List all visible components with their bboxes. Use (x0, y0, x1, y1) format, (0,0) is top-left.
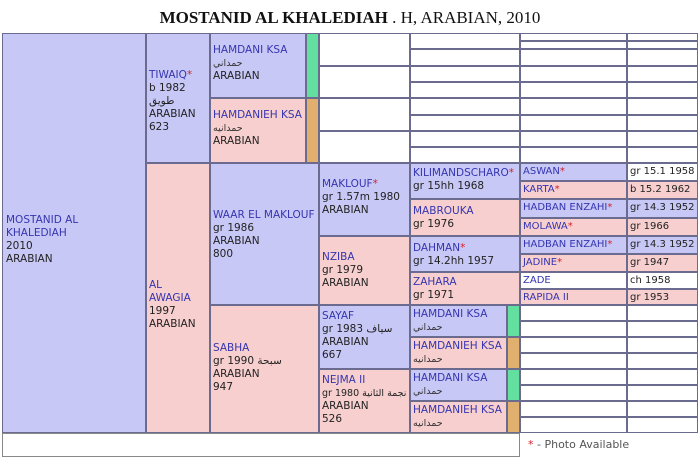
gen5-name-cell[interactable]: HADBAN ENZAHI* (520, 236, 627, 254)
empty-cell (627, 417, 698, 433)
empty-cell (410, 131, 520, 147)
empty-cell (627, 385, 698, 401)
sire-dam-arabic: حمدانيه (213, 123, 243, 134)
empty-cell (410, 98, 520, 115)
dam-sire-cell[interactable] (210, 163, 319, 305)
empty-cell (627, 66, 698, 82)
dam-cell[interactable] (146, 163, 210, 433)
sire-dam-breed: ARABIAN (213, 135, 260, 147)
subject-breed: ARABIAN (6, 253, 53, 265)
gen4-hamdanieh-cell[interactable] (410, 337, 507, 369)
empty-cell (627, 98, 698, 115)
gen4-mabrouka-cell[interactable] (410, 199, 520, 236)
orange-marker (507, 401, 520, 433)
gen3-sayaf-name[interactable]: SAYAF (322, 310, 355, 322)
gen4-kilimandscharo-cell[interactable] (410, 163, 520, 199)
sire-dam-name[interactable]: HAMDANIEH KSA (213, 109, 302, 121)
empty-cell (410, 66, 520, 82)
green-marker (306, 33, 319, 98)
gen4-name[interactable]: ZAHARA (413, 276, 457, 288)
gen3-breed: ARABIAN (322, 400, 369, 412)
empty-cell (627, 41, 698, 49)
gen5-name-cell[interactable]: RAPIDA II (520, 289, 627, 305)
gen3-breed: ARABIAN (322, 336, 369, 348)
gen3-nziba-name[interactable]: NZIBA (322, 251, 355, 263)
gen4-name[interactable]: MABROUKA (413, 205, 474, 217)
empty-cell (627, 115, 698, 131)
sire-dam-cell[interactable] (210, 98, 306, 163)
gen3-nziba-cell[interactable] (319, 236, 410, 305)
gen5-info-cell: gr 14.3 1952 (627, 199, 698, 218)
orange-marker (507, 337, 520, 369)
gen4-arabic: حمدانيه (413, 354, 443, 365)
empty-cell (520, 337, 627, 353)
gen4-hamdanieh-cell[interactable] (410, 401, 507, 433)
empty-cell (520, 417, 627, 433)
sire-cell[interactable] (146, 33, 210, 163)
dam-sire-breed: ARABIAN (213, 235, 260, 247)
green-marker (507, 305, 520, 337)
empty-cell (627, 401, 698, 417)
empty-cell (410, 147, 520, 163)
empty-cell (627, 82, 698, 98)
empty-cell (319, 98, 410, 131)
gen5-name-cell[interactable]: ASWAN* (520, 163, 627, 181)
gen3-breed: ARABIAN (322, 277, 369, 289)
empty-cell (319, 131, 410, 163)
dam-sire-reg: 800 (213, 248, 234, 260)
gen3-makllouf-name[interactable]: MAKLOUF* (322, 178, 378, 190)
empty-cell (520, 66, 627, 82)
empty-cell (520, 147, 627, 163)
empty-cell (627, 131, 698, 147)
empty-cell (627, 147, 698, 163)
dam-name[interactable]: AL AWAGIA (149, 279, 191, 304)
empty-cell (520, 305, 627, 321)
gen5-info-cell: gr 1953 (627, 289, 698, 305)
sire-sire-breed: ARABIAN (213, 70, 260, 82)
dam-dam-name[interactable]: SABHA (213, 342, 250, 354)
gen5-name-cell[interactable]: KARTA* (520, 181, 627, 199)
empty-cell (627, 321, 698, 337)
gen4-info: gr 1971 (413, 289, 455, 301)
gen5-name-cell[interactable]: MOLAWA* (520, 218, 627, 236)
green-marker (507, 369, 520, 401)
empty-cell (520, 98, 627, 115)
gen4-zahara-cell[interactable] (410, 272, 520, 305)
gen4-hamdani-cell[interactable] (410, 305, 507, 337)
gen5-info-cell: b 15.2 1962 (627, 181, 698, 199)
gen5-info-cell: ch 1958 (627, 272, 698, 289)
subject-year: 2010 (6, 240, 33, 252)
gen4-name[interactable]: HAMDANIEH KSA (413, 340, 502, 352)
gen3-breed: ARABIAN (322, 204, 369, 216)
empty-cell (627, 49, 698, 66)
empty-cell (627, 337, 698, 353)
gen4-info: gr 14.2hh 1957 (413, 255, 495, 267)
gen5-name-cell[interactable]: ZADE (520, 272, 627, 289)
empty-cell (520, 353, 627, 369)
gen4-name[interactable]: HAMDANI KSA (413, 308, 488, 320)
empty-cell (627, 33, 698, 41)
gen3-info: gr 1980 نجمة الثانية (322, 388, 407, 399)
gen3-reg: 667 (322, 349, 343, 361)
empty-cell (319, 33, 410, 66)
empty-cell (520, 49, 627, 66)
empty-cell (520, 369, 627, 385)
empty-cell (410, 49, 520, 66)
gen4-info: gr 1976 (413, 218, 455, 230)
empty-cell (627, 353, 698, 369)
sire-sire-cell[interactable] (210, 33, 306, 98)
sire-name[interactable]: TIWAIQ* (149, 69, 193, 81)
gen4-name[interactable]: HAMDANIEH KSA (413, 404, 502, 416)
empty-cell (520, 33, 627, 41)
gen3-nejma-name[interactable]: NEJMA II (322, 374, 366, 386)
gen4-name[interactable]: KILIMANDSCHARO* (413, 167, 514, 179)
gen3-nejma-cell[interactable] (319, 369, 410, 433)
gen4-arabic: حمدانيه (413, 418, 443, 429)
sire-reg: 623 (149, 121, 170, 133)
empty-cell (520, 41, 627, 49)
empty-cell (627, 369, 698, 385)
empty-cell (410, 33, 520, 49)
dam-sire-name[interactable]: WAAR EL MAKLOUF (213, 209, 315, 221)
empty-cell (520, 401, 627, 417)
dam-dam-cell[interactable] (210, 305, 319, 433)
gen4-arabic: حمداني (413, 322, 443, 333)
empty-cell (410, 82, 520, 98)
gen3-reg: 526 (322, 413, 343, 425)
empty-cell (520, 115, 627, 131)
dam-sire-info: gr 1986 (213, 222, 255, 234)
gen5-info-cell: gr 14.3 1952 (627, 236, 698, 254)
gen5-info-cell: gr 15.1 1958 (627, 163, 698, 181)
gen4-dahman-cell[interactable] (410, 236, 520, 272)
dam-dam-info: gr 1990 سبحة (213, 355, 282, 367)
empty-cell (520, 321, 627, 337)
gen3-info: gr 1983 سياف (322, 323, 393, 335)
dam-dam-reg: 947 (213, 381, 234, 393)
gen4-hamdani-cell[interactable] (410, 369, 507, 401)
orange-marker (306, 98, 319, 163)
empty-cell (410, 115, 520, 131)
gen4-info: gr 15hh 1968 (413, 180, 485, 192)
sire-sire-name[interactable]: HAMDANI KSA (213, 44, 288, 56)
sire-info: b 1982 طويق (149, 82, 186, 107)
empty-cell (520, 82, 627, 98)
photo-available-watermark: * - Photo Available (528, 438, 630, 451)
gen4-arabic: حمداني (413, 386, 443, 397)
gen5-name-cell[interactable]: HADBAN ENZAHI* (520, 199, 627, 218)
sire-breed: ARABIAN (149, 108, 196, 120)
gen3-info: gr 1.57m 1980 (322, 191, 400, 203)
gen3-makllouf-cell[interactable] (319, 163, 410, 236)
dam-dam-breed: ARABIAN (213, 368, 260, 380)
gen5-name-cell[interactable]: JADINE* (520, 254, 627, 272)
sire-sire-arabic: حمداني (213, 58, 243, 69)
empty-cell (520, 385, 627, 401)
footer-row (2, 433, 520, 457)
dam-year: 1997 (149, 305, 176, 317)
subject-name[interactable]: MOSTANID AL KHALEDIAH (6, 214, 79, 239)
subject-horse-cell[interactable] (2, 33, 146, 433)
pedigree-title: MOSTANID AL KHALEDIAH . H, ARABIAN, 2010 (159, 8, 541, 27)
empty-cell (319, 66, 410, 98)
gen5-info-cell: gr 1947 (627, 254, 698, 272)
gen3-sayaf-cell[interactable] (319, 305, 410, 369)
gen4-name[interactable]: HAMDANI KSA (413, 372, 488, 384)
gen4-name[interactable]: DAHMAN* (413, 242, 466, 254)
gen3-info: gr 1979 (322, 264, 364, 276)
empty-cell (520, 131, 627, 147)
gen5-info-cell: gr 1966 (627, 218, 698, 236)
dam-breed: ARABIAN (149, 318, 196, 330)
empty-cell (627, 305, 698, 321)
